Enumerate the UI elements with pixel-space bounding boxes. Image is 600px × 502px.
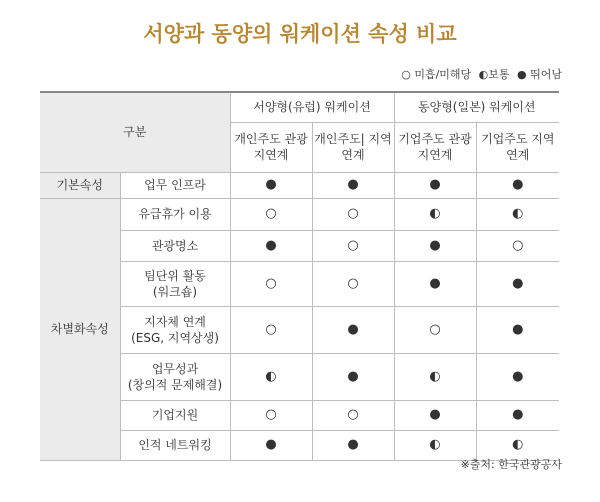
legend-excellent: ● 뛰어남 <box>517 68 562 81</box>
cell-value: ● <box>312 306 394 353</box>
row-item-line: 지자체 연계 <box>144 314 206 329</box>
row-item: 유급휴가 이용 <box>120 198 230 230</box>
row-item: 기업지원 <box>120 400 230 430</box>
legend <box>397 66 562 82</box>
cell-value: ◐ <box>394 430 476 460</box>
cell-value: ○ <box>476 230 559 261</box>
row-item-line: 팀단위 활동 <box>144 268 206 283</box>
row-item: 관광명소 <box>120 230 230 261</box>
cell-value: ○ <box>312 261 394 306</box>
cell-value: ◐ <box>394 353 476 400</box>
row-item-line: (ESG, 지역상생) <box>131 330 219 345</box>
cell-value: ● <box>476 172 559 198</box>
cell-value: ● <box>476 353 559 400</box>
row-item: 인적 네트워킹 <box>120 430 230 460</box>
cell-value: ○ <box>230 261 312 306</box>
cell-value: ● <box>312 430 394 460</box>
header-east: 동양형(일본) 워케이션 <box>394 92 559 122</box>
row-item <box>120 261 230 306</box>
cell-value: ◐ <box>476 198 559 230</box>
group-diff: 차별화속성 <box>40 198 120 460</box>
header-col3: 기업주도 관광지연계 <box>394 122 476 172</box>
header-col2: 개인주도| 지역연계 <box>312 122 394 172</box>
cell-value: ● <box>394 230 476 261</box>
legend-not-applicable: ○ 미흡/미해당 <box>401 68 472 81</box>
header-col4: 기업주도 지역연계 <box>476 122 559 172</box>
cell-value: ○ <box>312 198 394 230</box>
cell-value: ● <box>312 353 394 400</box>
cell-value: ○ <box>230 198 312 230</box>
row-item-line: 업무성과 <box>151 361 199 376</box>
cell-value: ○ <box>394 306 476 353</box>
header-category: 구분 <box>40 92 230 172</box>
comparison-table <box>40 91 559 461</box>
cell-value: ○ <box>230 400 312 430</box>
row-item <box>120 306 230 353</box>
cell-value: ◐ <box>394 198 476 230</box>
legend-normal: ◐보통 <box>478 68 510 81</box>
cell-value: ● <box>230 172 312 198</box>
group-basic: 기본속성 <box>40 172 120 198</box>
cell-value: ● <box>230 430 312 460</box>
cell-value: ● <box>476 306 559 353</box>
header-col1: 개인주도 관광지연계 <box>230 122 312 172</box>
cell-value: ● <box>394 172 476 198</box>
row-item-line: (창의적 문제해결) <box>127 377 223 392</box>
header-west: 서양형(유럽) 워케이션 <box>230 92 394 122</box>
row-item <box>120 353 230 400</box>
cell-value: ● <box>394 400 476 430</box>
cell-value: ● <box>312 172 394 198</box>
cell-value: ● <box>476 261 559 306</box>
table-row <box>40 198 559 230</box>
cell-value: ○ <box>312 230 394 261</box>
page-title: 서양과 동양의 워케이션 속성 비교 <box>143 22 457 46</box>
source-note: ※출처: 한국관광공사 <box>460 458 562 471</box>
table-row <box>40 172 559 198</box>
cell-value: ○ <box>312 400 394 430</box>
cell-value: ◐ <box>476 430 559 460</box>
cell-value: ● <box>476 400 559 430</box>
cell-value: ◐ <box>230 353 312 400</box>
cell-value: ● <box>394 261 476 306</box>
cell-value: ● <box>230 230 312 261</box>
cell-value: ○ <box>230 306 312 353</box>
row-item: 업무 인프라 <box>120 172 230 198</box>
row-item-line: (워크숍) <box>152 284 198 299</box>
